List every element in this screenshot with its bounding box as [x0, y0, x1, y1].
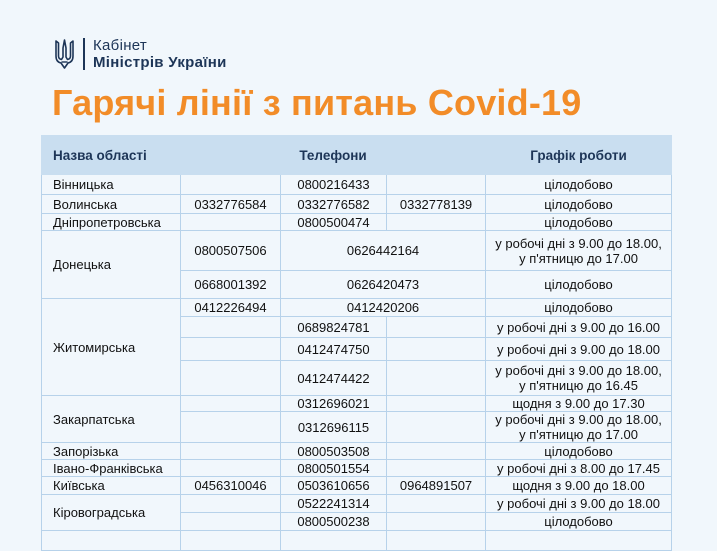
empty-cell: [181, 214, 281, 231]
region-cell: Вінницька: [42, 175, 181, 195]
phone-cell: 0503610656: [281, 477, 387, 495]
empty-cell: [181, 317, 281, 338]
table-header-row: [42, 136, 672, 175]
schedule-cell: у робочі дні з 9.00 до 16.00: [486, 317, 672, 338]
phone-cell: 0332776582: [281, 195, 387, 214]
table-row: [42, 214, 672, 231]
schedule-cell: щодня з 9.00 до 17.30: [486, 396, 672, 412]
schedule-line: у робочі дні з 9.00 до 18.00,: [495, 235, 662, 251]
region-cell: Запорізька: [42, 443, 181, 460]
region-cell: Івано-Франківська: [42, 460, 181, 477]
org-name-line1: Кабінет: [93, 37, 148, 54]
phone-cell: 0332778139: [387, 195, 486, 214]
phone-cell: 0689824781: [281, 317, 387, 338]
phone-cell: 0800503508: [281, 443, 387, 460]
phone-cell: 0626420473: [281, 271, 486, 299]
phone-cell: 0412474750: [281, 338, 387, 361]
phone-cell: 0800507506: [181, 231, 281, 271]
empty-cell: [181, 460, 281, 477]
empty-cell: [387, 495, 486, 513]
table-row: [42, 396, 672, 412]
phone-cell: 0412420206: [281, 299, 486, 317]
empty-cell: [181, 531, 281, 551]
empty-cell: [387, 214, 486, 231]
region-cell: Київська: [42, 477, 181, 495]
empty-cell: [387, 396, 486, 412]
table-row: [42, 195, 672, 214]
table-row: [42, 460, 672, 477]
government-logo: [54, 37, 227, 71]
schedule-cell: цілодобово: [486, 513, 672, 531]
table-row: [42, 531, 672, 551]
table-row: [42, 495, 672, 513]
schedule-cell: цілодобово: [486, 214, 672, 231]
region-cell: Житомирська: [42, 299, 181, 396]
empty-cell: [486, 531, 672, 551]
table-row: [42, 299, 672, 317]
table-row: [42, 175, 672, 195]
hotlines-table: [41, 135, 672, 551]
schedule-cell: у робочі дні з 9.00 до 18.00: [486, 495, 672, 513]
schedule-cell: [486, 412, 672, 443]
phone-cell: 0668001392: [181, 271, 281, 299]
schedule-cell: цілодобово: [486, 195, 672, 214]
phone-cell: 0312696021: [281, 396, 387, 412]
table-row: [42, 443, 672, 460]
phone-cell: 0800216433: [281, 175, 387, 195]
schedule-cell: цілодобово: [486, 271, 672, 299]
organization-name: [93, 37, 227, 71]
phone-cell: 0456310046: [181, 477, 281, 495]
phone-cell: 0412474422: [281, 361, 387, 396]
empty-cell: [387, 317, 486, 338]
region-cell: Кіровоградська: [42, 495, 181, 531]
phone-cell: 0626442164: [281, 231, 486, 271]
empty-cell: [387, 361, 486, 396]
region-cell: Дніпропетровська: [42, 214, 181, 231]
empty-cell: [181, 513, 281, 531]
phone-cell: 0522241314: [281, 495, 387, 513]
region-cell: Донецька: [42, 231, 181, 299]
region-cell: Волинська: [42, 195, 181, 214]
org-name-line2: Міністрів України: [93, 54, 227, 71]
empty-cell: [181, 495, 281, 513]
empty-cell: [181, 443, 281, 460]
page-title: Гарячі лінії з питань Covid-19: [52, 82, 582, 123]
schedule-line: у п'ятницю до 17.00: [519, 250, 638, 266]
phone-cell: 0332776584: [181, 195, 281, 214]
phone-cell: 0312696115: [281, 412, 387, 443]
empty-cell: [387, 513, 486, 531]
column-header-region: Назва області: [42, 136, 181, 175]
schedule-cell: [486, 361, 672, 396]
empty-cell: [181, 338, 281, 361]
empty-cell: [281, 531, 387, 551]
schedule-cell: щодня з 9.00 до 18.00: [486, 477, 672, 495]
phone-cell: 0800501554: [281, 460, 387, 477]
empty-cell: [387, 175, 486, 195]
empty-cell: [181, 412, 281, 443]
empty-cell: [387, 412, 486, 443]
trident-icon: [54, 38, 75, 70]
schedule-line: у п'ятницю до 16.45: [519, 378, 638, 393]
column-header-phones: Телефони: [181, 136, 486, 175]
empty-cell: [181, 175, 281, 195]
column-header-schedule: Графік роботи: [486, 136, 672, 175]
logo-divider: [83, 38, 85, 70]
phone-cell: 0412226494: [181, 299, 281, 317]
schedule-cell: цілодобово: [486, 175, 672, 195]
phone-cell: 0800500238: [281, 513, 387, 531]
schedule-line: у п'ятницю до 17.00: [519, 427, 638, 442]
empty-cell: [387, 531, 486, 551]
empty-cell: [387, 338, 486, 361]
empty-cell: [387, 443, 486, 460]
empty-cell: [387, 460, 486, 477]
schedule-cell: цілодобово: [486, 443, 672, 460]
schedule-line: у робочі дні з 9.00 до 18.00,: [495, 412, 662, 427]
region-cell: Закарпатська: [42, 396, 181, 443]
schedule-line: у робочі дні з 9.00 до 18.00,: [495, 363, 662, 378]
schedule-cell: у робочі дні з 8.00 до 17.45: [486, 460, 672, 477]
schedule-cell: [486, 231, 672, 271]
empty-cell: [42, 531, 181, 551]
schedule-cell: цілодобово: [486, 299, 672, 317]
phone-cell: 0964891507: [387, 477, 486, 495]
empty-cell: [181, 361, 281, 396]
table-row: [42, 477, 672, 495]
table-row: [42, 231, 672, 271]
schedule-cell: у робочі дні з 9.00 до 18.00: [486, 338, 672, 361]
empty-cell: [181, 396, 281, 412]
phone-cell: 0800500474: [281, 214, 387, 231]
